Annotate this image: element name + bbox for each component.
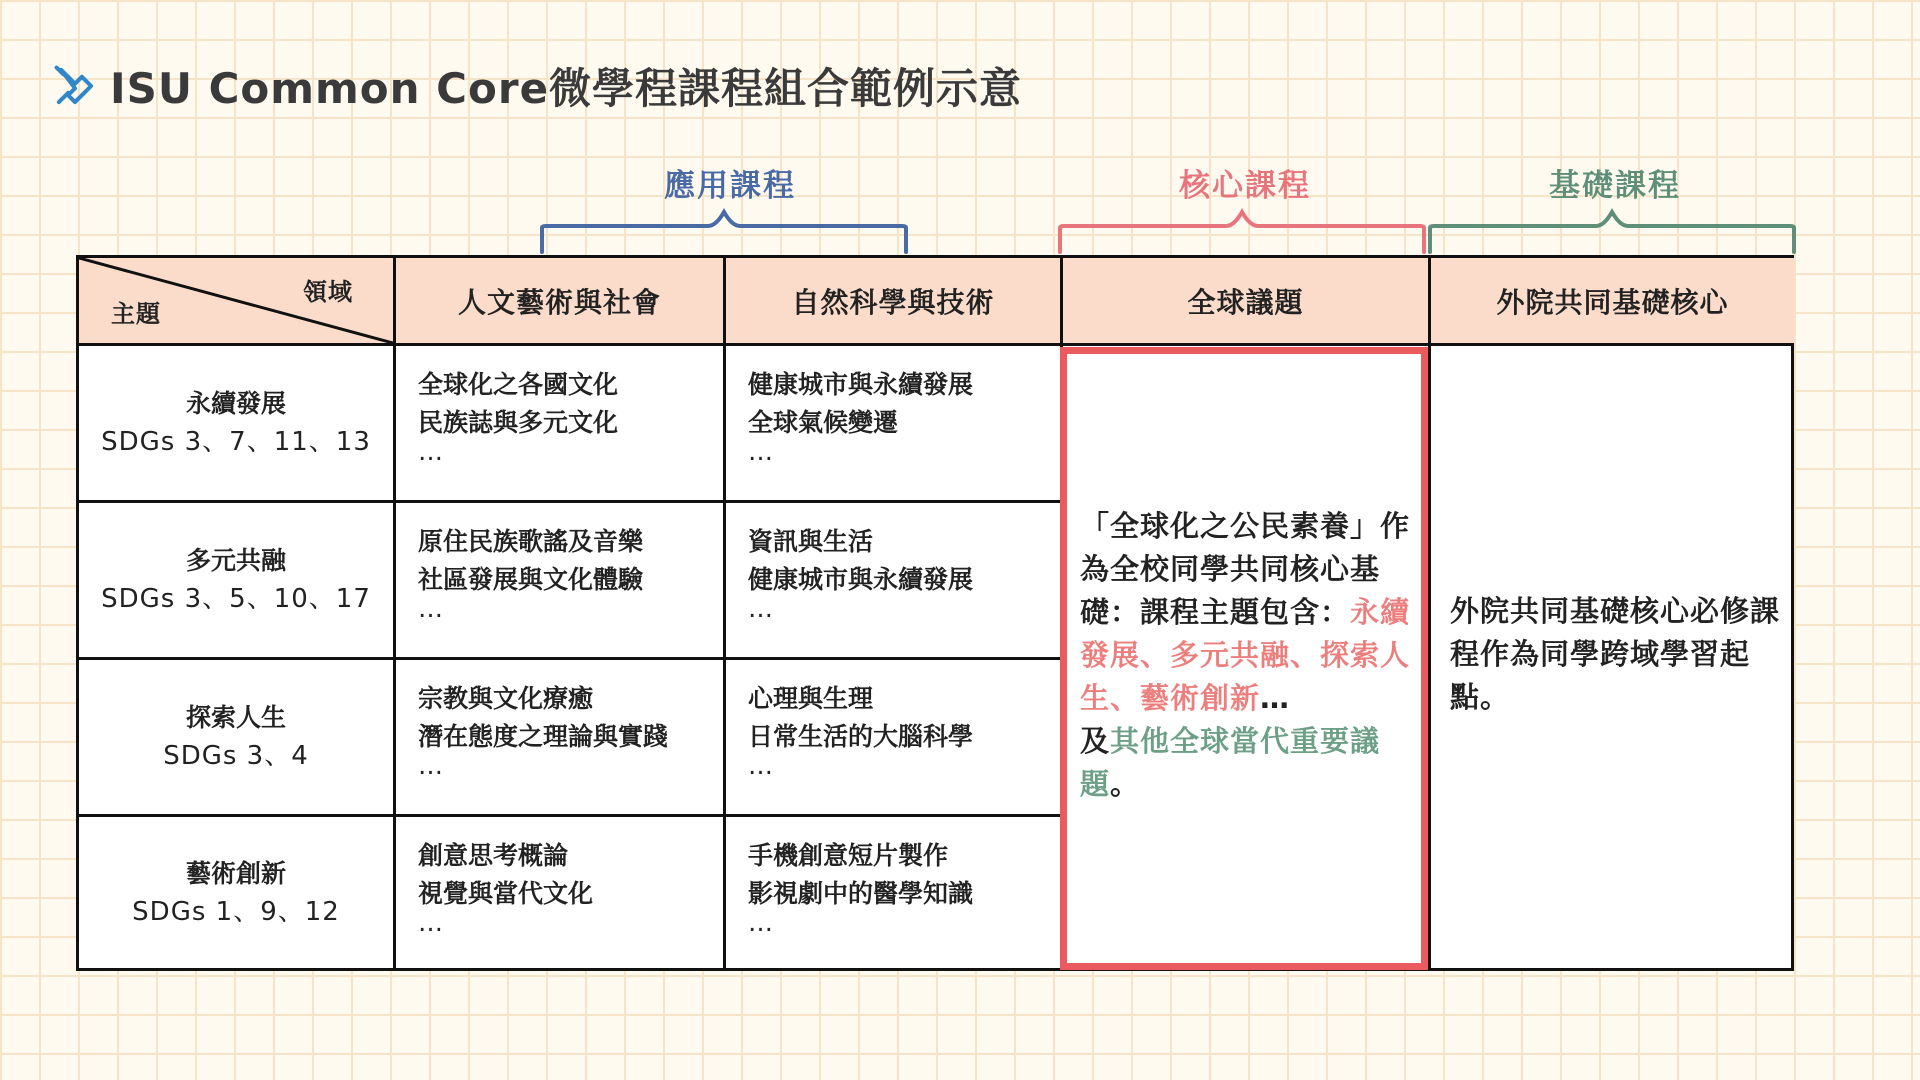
corner-topic-label: 主題 bbox=[111, 300, 161, 328]
page-title bbox=[52, 56, 1022, 116]
topic-name: 多元共融 bbox=[185, 546, 286, 575]
topic-cell bbox=[79, 346, 396, 503]
course-item: 手機創意短片製作 bbox=[748, 841, 949, 870]
course-item: 日常生活的大腦科學 bbox=[748, 722, 974, 751]
topic-cell bbox=[79, 660, 396, 817]
science-courses-cell bbox=[726, 346, 1063, 503]
course-item: 心理與生理 bbox=[748, 684, 874, 713]
pin-icon bbox=[52, 63, 98, 109]
course-item: 原住民族歌謠及音樂 bbox=[418, 527, 644, 556]
topic-sdgs: SDGs 3、7、11、13 bbox=[101, 427, 371, 457]
topic-cell bbox=[79, 817, 396, 968]
course-ellipsis: … bbox=[418, 437, 443, 466]
applied-brace bbox=[538, 204, 910, 256]
core-description bbox=[1080, 505, 1420, 806]
corner-field-label: 領域 bbox=[303, 278, 353, 306]
course-item: 全球氣候變遷 bbox=[748, 408, 899, 437]
core-desc-intro: 「全球化之公民素養」作為全校同學共同核心基礎：課程主題包含： bbox=[1080, 509, 1411, 629]
topic-sdgs: SDGs 3、5、10、17 bbox=[101, 584, 371, 614]
topic-cell bbox=[79, 503, 396, 660]
course-item: 宗教與文化療癒 bbox=[418, 684, 594, 713]
science-courses-cell bbox=[726, 503, 1063, 660]
basic-courses-label: 基礎課程 bbox=[1549, 168, 1681, 204]
topic-name: 藝術創新 bbox=[185, 858, 286, 888]
header-humanities: 人文藝術與社會 bbox=[396, 258, 726, 346]
core-desc-ellipsis: … bbox=[1260, 681, 1291, 715]
core-desc-other: 其他全球當代重要議題 bbox=[1080, 724, 1381, 801]
course-item: 全球化之各國文化 bbox=[418, 370, 619, 399]
humanities-courses-cell bbox=[396, 660, 726, 817]
common-core-description: 外院共同基礎核心必修課程作為同學跨域學習起點。 bbox=[1450, 594, 1781, 714]
science-courses-cell bbox=[726, 817, 1063, 968]
course-item: 創意思考概論 bbox=[418, 841, 569, 870]
core-desc-and: 及 bbox=[1080, 724, 1111, 758]
course-item: 視覺與當代文化 bbox=[418, 879, 594, 908]
core-brace bbox=[1056, 204, 1428, 256]
applied-courses-label: 應用課程 bbox=[664, 168, 796, 204]
course-item: 社區發展與文化體驗 bbox=[418, 565, 644, 594]
course-ellipsis: … bbox=[748, 594, 773, 623]
basic-brace bbox=[1426, 204, 1798, 256]
topic-sdgs: SDGs 3、4 bbox=[163, 741, 309, 771]
course-ellipsis: … bbox=[748, 908, 773, 937]
header-science: 自然科學與技術 bbox=[726, 258, 1063, 346]
core-desc-topics: 永續發展、多元共融、探索人生、藝術創新 bbox=[1080, 595, 1411, 715]
corner-cell bbox=[79, 258, 396, 346]
humanities-courses-cell bbox=[396, 817, 726, 968]
humanities-courses-cell bbox=[396, 503, 726, 660]
course-ellipsis: … bbox=[418, 751, 443, 780]
course-item: 潛在態度之理論與實踐 bbox=[418, 722, 669, 751]
header-global: 全球議題 bbox=[1063, 258, 1431, 346]
humanities-courses-cell bbox=[396, 346, 726, 503]
topic-sdgs: SDGs 1、9、12 bbox=[132, 896, 340, 927]
course-item: 健康城市與永續發展 bbox=[748, 370, 974, 399]
topic-name: 探索人生 bbox=[185, 703, 286, 732]
course-ellipsis: … bbox=[418, 908, 443, 937]
course-item: 資訊與生活 bbox=[748, 527, 874, 556]
course-item: 健康城市與永續發展 bbox=[748, 565, 974, 594]
course-ellipsis: … bbox=[418, 594, 443, 623]
course-item: 影視劇中的醫學知識 bbox=[748, 879, 974, 908]
science-courses-cell bbox=[726, 660, 1063, 817]
course-ellipsis: … bbox=[748, 751, 773, 780]
header-common-core: 外院共同基礎核心 bbox=[1431, 258, 1794, 346]
topic-name: 永續發展 bbox=[185, 389, 286, 418]
course-item: 民族誌與多元文化 bbox=[418, 408, 619, 437]
title-text: ISU Common Core微學程課程組合範例示意 bbox=[110, 64, 1023, 113]
course-ellipsis: … bbox=[748, 437, 773, 466]
core-courses-label: 核心課程 bbox=[1179, 168, 1311, 204]
core-desc-end: 。 bbox=[1110, 767, 1141, 801]
